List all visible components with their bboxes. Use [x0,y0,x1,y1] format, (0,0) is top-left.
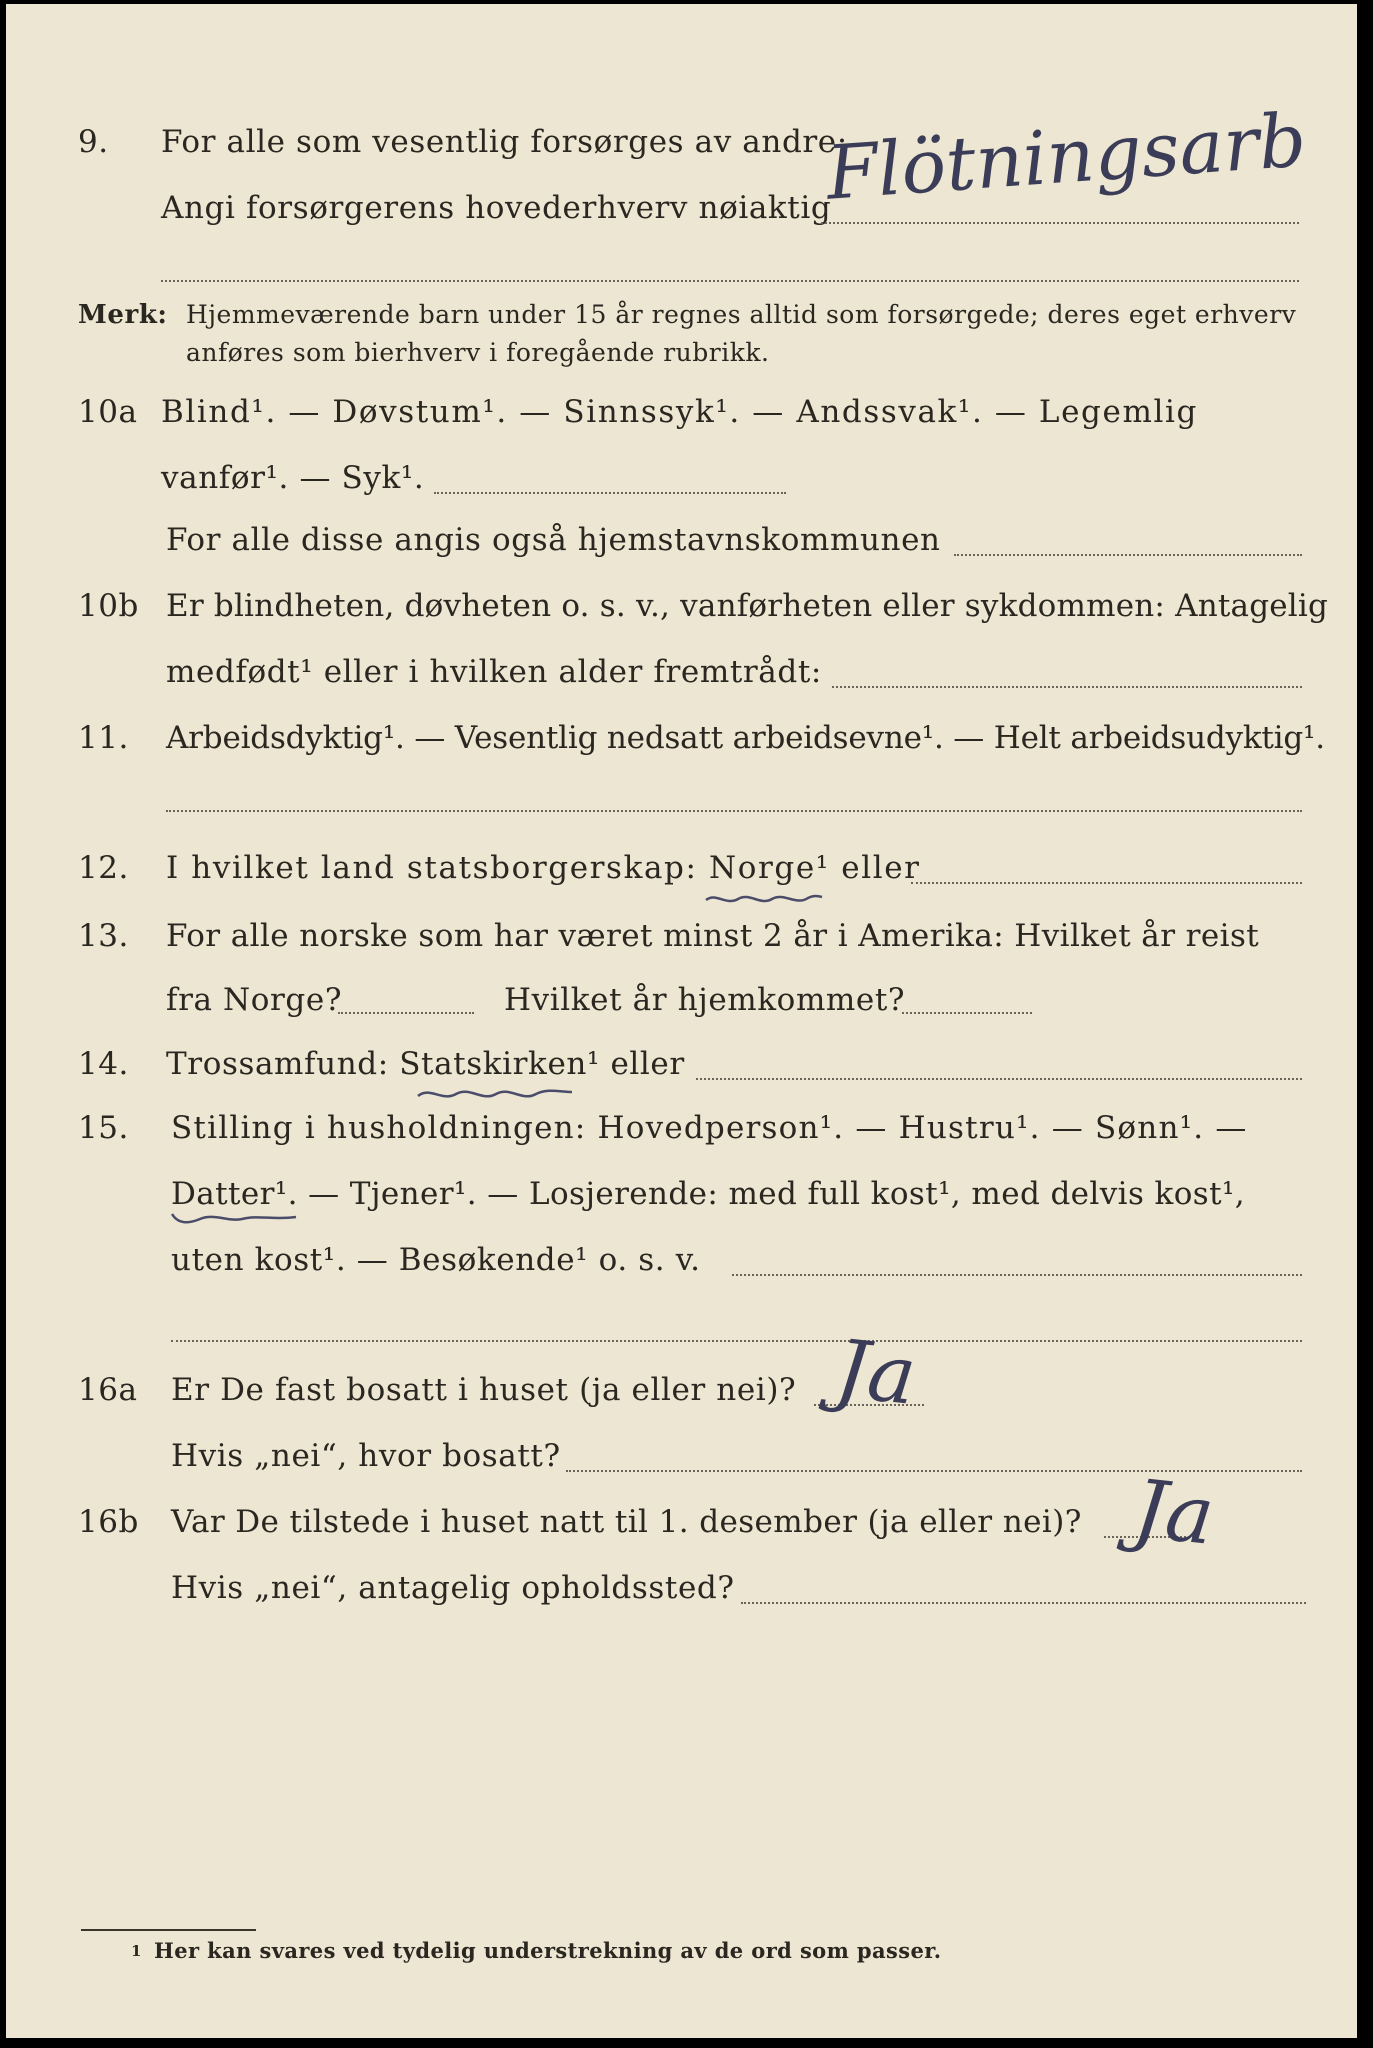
question-text: Hvilket år hjemkommet? [504,982,906,1018]
question-text: Blind¹. — Døvstum¹. — Sinnssyk¹. — Andssvak¹. — Legemlig [161,394,1198,430]
answer-line [821,222,1299,224]
question-text: fra Norge? [166,982,343,1018]
question-text: Hvis „nei“, antagelig opholdssted? [171,1570,735,1606]
question-text: Arbeidsdyktig¹. — Vesentlig nedsatt arbeidsevne¹. — Helt arbeidsudyktig¹. [166,720,1325,756]
census-form-page [6,4,1357,2038]
answer-line [732,1274,1302,1276]
question-number: 11. [78,720,129,756]
question-text: For alle som vesentlig forsørges av andre: [161,124,848,160]
question-text: Er blindheten, døvheten o. s. v., vanførheten eller sykdommen: Antagelig [166,588,1329,624]
question-number: 13. [78,918,129,954]
note-text: anføres som bierhverv i foregående rubrikk. [186,338,770,367]
answer-line [338,1012,474,1014]
handwritten-answer: Ja [831,1322,921,1423]
question-text: vanfør¹. — Syk¹. [161,460,425,496]
answer-line [954,554,1302,556]
underline-mark [170,1210,300,1226]
question-number: 10a [78,394,138,430]
note-label: Merk: [78,300,168,330]
answer-line [902,1012,1032,1014]
handwritten-answer: Flötningsarb [823,97,1309,217]
note-text: Hjemmeværende barn under 15 år regnes alltid som forsørgede; deres eget erhverv [186,300,1297,329]
answer-line [696,1078,1302,1080]
answer-line [171,1340,1302,1342]
footnote-text: Her kan svares ved tydelig understrekning av de ord som passer. [154,1938,942,1963]
underline-mark [704,892,824,906]
question-text: Er De fast bosatt i huset (ja eller nei)? [171,1372,797,1408]
underline-mark [416,1086,576,1102]
question-text: Var De tilstede i huset natt til 1. desember (ja eller nei)? [171,1504,1082,1540]
question-text: medfødt¹ eller i hvilken alder fremtrådt: [166,654,822,690]
question-number: 16b [78,1504,139,1540]
question-number: 10b [78,588,139,624]
handwritten-answer: Ja [1129,1462,1219,1563]
answer-line [911,882,1302,884]
question-text: Datter¹. — Tjener¹. — Losjerende: med full kost¹, med delvis kost¹, [171,1176,1246,1212]
question-text: uten kost¹. — Besøkende¹ o. s. v. [171,1242,701,1278]
answer-line [832,686,1302,688]
answer-line [434,492,786,494]
answer-line [161,280,1299,282]
answer-line [741,1602,1306,1604]
question-text: Trossamfund: Statskirken¹ eller [166,1046,685,1082]
question-number: 16a [78,1372,138,1408]
question-text: For alle disse angis også hjemstavnskommunen [166,522,941,558]
question-number: 15. [78,1110,129,1146]
question-text: Stilling i husholdningen: Hovedperson¹. — Hustru¹. — Sønn¹. — [171,1110,1248,1146]
answer-line [166,810,1302,812]
footnote-rule [81,1929,256,1931]
question-number: 9. [78,124,109,160]
question-number: 12. [78,850,129,886]
question-text: Hvis „nei“, hvor bosatt? [171,1438,561,1474]
question-text: Angi forsørgerens hovederhverv nøiaktig [161,190,832,226]
question-text: I hvilket land statsborgerskap: Norge¹ eller [166,850,921,886]
question-number: 14. [78,1046,129,1082]
footnote-marker: 1 [131,1942,142,1960]
question-text: For alle norske som har været minst 2 år i Amerika: Hvilket år reist [166,918,1260,954]
